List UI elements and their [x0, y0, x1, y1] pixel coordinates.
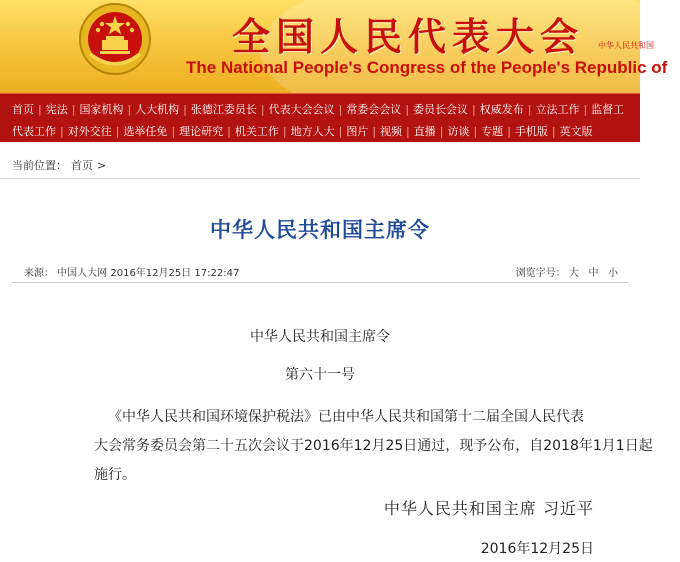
nav-separator: | — [338, 102, 343, 116]
meta-divider — [12, 282, 628, 283]
nav-separator: | — [227, 124, 231, 138]
nav-item[interactable]: 访谈 — [447, 125, 470, 138]
nav-separator: | — [472, 102, 476, 116]
paragraph-line: 大会常务委员会第二十五次会议于2016年12月25日通过，现予公布，自2018年1月1日起 — [94, 438, 653, 454]
nav-separator: | — [551, 124, 556, 138]
nav-item[interactable]: 代表工作 — [12, 125, 56, 138]
nav-item[interactable]: 委员长会议 — [413, 103, 469, 116]
breadcrumb-home-link[interactable]: 首页 — [71, 159, 93, 172]
nav-separator: | — [171, 124, 176, 138]
nav-separator: | — [507, 124, 511, 138]
nav-separator: | — [372, 124, 377, 138]
font-size-medium-button[interactable]: 中 — [588, 268, 599, 279]
nav-separator: | — [71, 102, 76, 116]
font-size-controls — [516, 264, 618, 279]
breadcrumb-label: 当前位置： — [12, 159, 67, 172]
nav-item[interactable]: 常委会会议 — [346, 103, 402, 116]
nav-item[interactable]: 专题 — [481, 125, 504, 138]
article-title: 中华人民共和国主席令 — [210, 218, 430, 242]
nav-item[interactable]: 理论研究 — [179, 125, 224, 138]
nav-separator: | — [338, 124, 343, 138]
article-meta — [12, 262, 628, 280]
font-size-small-button[interactable]: 小 — [608, 268, 618, 279]
document-number: 第六十一号 — [285, 367, 355, 383]
nav-item[interactable]: 图片 — [346, 125, 369, 138]
nav-item[interactable]: 首页 — [12, 103, 34, 116]
nav-item[interactable]: 监督工 — [591, 103, 625, 116]
banner-title: 全国人民代表大会 — [232, 14, 585, 59]
nav-separator: | — [115, 124, 120, 138]
national-emblem-icon[interactable] — [78, 2, 152, 76]
nav-item[interactable]: 对外交往 — [67, 125, 112, 138]
nav-item[interactable]: 国家机构 — [79, 103, 124, 116]
main-nav — [0, 93, 640, 142]
paragraph-line: 施行。 — [94, 467, 136, 483]
nav-item[interactable]: 代表大会会议 — [268, 103, 335, 116]
breadcrumb-arrow-icon: > — [97, 158, 107, 172]
nav-item[interactable]: 手机版 — [514, 125, 548, 138]
article-source: 来源： 中国人大网 2016年12月25日 17:22:47 — [24, 268, 240, 279]
nav-item[interactable]: 选举任免 — [123, 125, 168, 138]
font-size-large-button[interactable]: 大 — [568, 268, 579, 279]
nav-item[interactable]: 宪法 — [45, 103, 68, 116]
document-heading: 中华人民共和国主席令 — [250, 329, 390, 345]
nav-separator: | — [473, 124, 478, 138]
nav-separator: | — [527, 102, 532, 116]
document-paragraph — [94, 403, 653, 490]
nav-separator: | — [439, 124, 444, 138]
nav-item[interactable]: 张德江委员长 — [190, 103, 257, 116]
nav-item[interactable]: 权威发布 — [479, 103, 524, 116]
nav-item[interactable]: 立法工作 — [535, 103, 580, 116]
nav-separator: | — [60, 124, 64, 138]
nav-item[interactable]: 地方人大 — [290, 125, 335, 138]
nav-item[interactable]: 人大机构 — [135, 103, 180, 116]
banner-tail-text: 中华人民共和国 — [598, 41, 654, 50]
nav-separator: | — [183, 102, 187, 116]
paragraph-line: 《中华人民共和国环境保护税法》已由中华人民共和国第十二届全国人民代表 — [108, 409, 584, 425]
nav-separator: | — [127, 102, 132, 116]
nav-item[interactable]: 英文版 — [559, 125, 593, 138]
document-signature: 中华人民共和国主席 习近平 — [383, 499, 594, 518]
nav-row-1 — [8, 98, 628, 120]
nav-item[interactable]: 视频 — [380, 125, 403, 138]
banner-subtitle: The National People's Congress of the People's Republic of — [186, 58, 668, 77]
document-date: 2016年12月25日 — [480, 541, 594, 557]
nav-separator: | — [260, 102, 265, 116]
nav-item[interactable]: 直播 — [413, 125, 436, 138]
nav-separator: | — [583, 102, 588, 116]
nav-separator: | — [405, 102, 410, 116]
nav-separator: | — [282, 124, 287, 138]
breadcrumb-divider — [0, 178, 640, 179]
nav-separator: | — [38, 102, 42, 116]
site-banner — [0, 0, 668, 93]
nav-row-2 — [8, 120, 597, 142]
breadcrumb — [12, 154, 106, 176]
font-size-label: 浏览字号： — [515, 268, 566, 279]
nav-separator: | — [406, 124, 410, 138]
nav-item[interactable]: 机关工作 — [234, 125, 279, 138]
